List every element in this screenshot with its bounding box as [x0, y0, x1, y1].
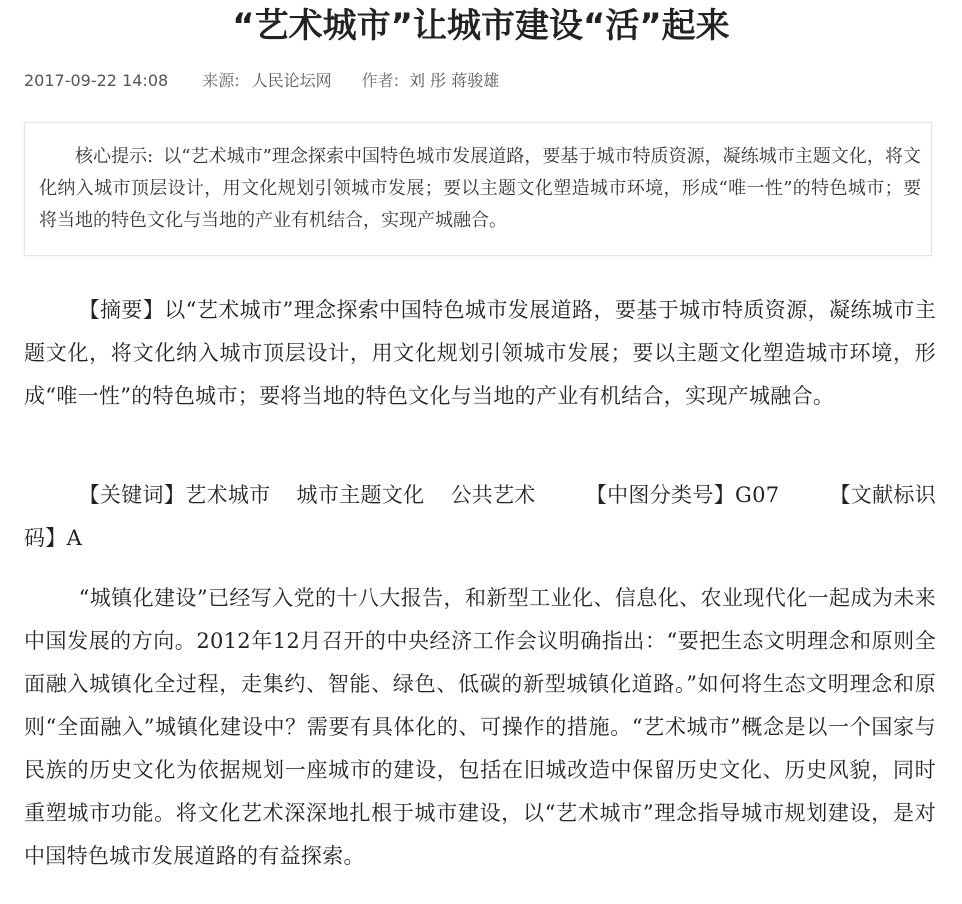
- article-title: “艺术城市”让城市建设“活”起来: [232, 6, 730, 46]
- keyword-item: 城市主题文化: [296, 483, 425, 507]
- abstract-text: 以“艺术城市”理念探索中国特色城市发展道路，要基于城市特质资源，凝练城市主题文化，将文化纳入城市顶层设计，用文化规划引领城市发展；要以主题文化塑造城市环境，形成“唯一性”的特色城市；要将当地的特色文化与当地的产业有机结合，实现产城融合。: [24, 298, 936, 408]
- key-summary-box: [24, 122, 932, 256]
- doc-code-label: 【文献标识码】: [24, 483, 937, 550]
- author-names: 刘 彤 蒋骏雄: [409, 71, 500, 90]
- clc-value: G07: [735, 483, 780, 507]
- key-summary-label: 核心提示:: [75, 146, 154, 167]
- keyword-item: 艺术城市: [185, 483, 271, 507]
- abstract-label: 【摘要】: [78, 298, 165, 322]
- publish-date: 2017-09-22 14:08: [24, 71, 169, 90]
- clc-label: 【中图分类号】: [585, 483, 736, 507]
- keywords-paragraph: [24, 474, 936, 560]
- source-label: 来源:: [202, 71, 240, 90]
- abstract-paragraph: [24, 289, 936, 418]
- keywords-label: 【关键词】: [78, 483, 186, 507]
- source-name: 人民论坛网: [251, 71, 332, 90]
- doc-code-value: A: [66, 526, 83, 550]
- key-summary-text: [39, 141, 921, 237]
- keyword-item: 公共艺术: [450, 483, 536, 507]
- key-summary-content: 以“艺术城市”理念探索中国特色城市发展道路，要基于城市特质资源，凝练城市主题文化，将文化纳入城市顶层设计，用文化规划引领城市发展；要以主题文化塑造城市环境，形成“唯一性”的特色城市；要将当地的特色文化与当地的产业有机结合，实现产城融合。: [39, 146, 921, 231]
- author-label: 作者:: [361, 71, 400, 90]
- body-paragraph: “城镇化建设”已经写入党的十八大报告，和新型工业化、信息化、农业现代化一起成为未来中国发展的方向。2012年12月召开的中央经济工作会议明确指出：“要把生态文明理念和原则全面融入城镇化全过程，走集约、智能、绿色、低碳的新型城镇化道路。”如何将生态文明理念和原则“全面融入”城镇化建设中？需要有具体化的、可操作的措施。“艺术城市”概念是以一个国家与民族的历史文化为依据规划一座城市的建设，包括在旧城改造中保留历史文化、历史风貌，同时重塑城市功能。将文化艺术深深地扎根于城市建设，以“艺术城市”理念指导城市规划建设，是对中国特色城市发展道路的有益探索。: [24, 586, 936, 868]
- article-meta: [24, 66, 499, 96]
